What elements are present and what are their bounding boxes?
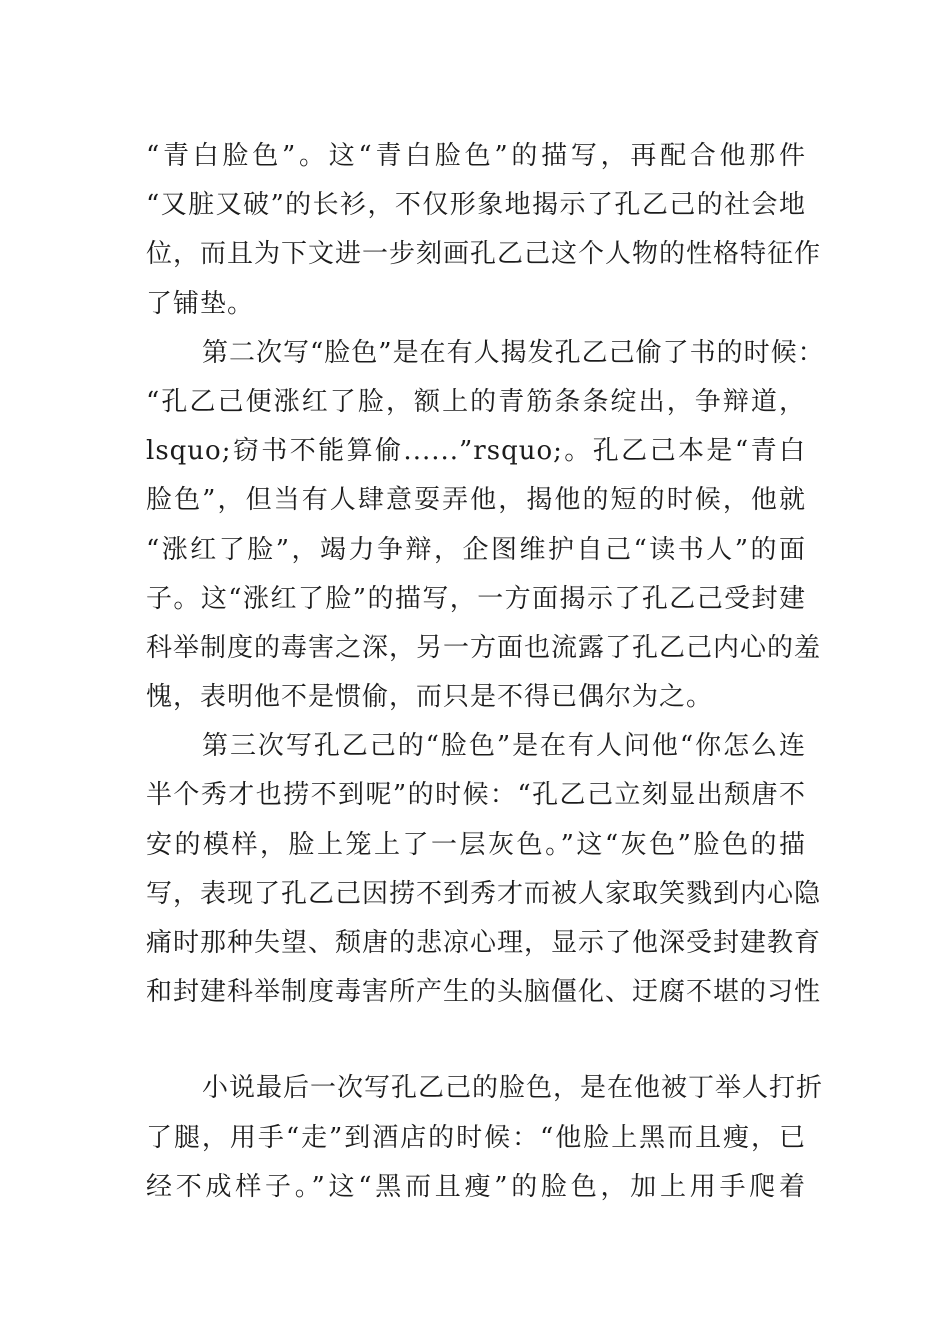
text-line: 半个秀才也捞不到呢”的时候：“孔乙己立刻显出颓唐不 xyxy=(146,780,806,811)
text-line: 写，表现了孔乙己因捞不到秀才而被人家取笑戮到内心隐 xyxy=(146,878,822,909)
paragraph-2 xyxy=(146,329,825,723)
text-line: “又脏又破”的长衫，不仅形象地揭示了孔乙己的社会地 xyxy=(146,190,806,221)
body-text xyxy=(146,132,825,1212)
text-line: lsquo;窃书不能算偷......”rsquo;。孔乙己本是“青白 xyxy=(146,436,806,467)
text-line: 了铺垫。 xyxy=(146,288,255,319)
text-line: 痛时那种失望、颓唐的悲凉心理，显示了他深受封建教育 xyxy=(146,928,822,958)
text-line: “青白脸色”。这“青白脸色”的描写，再配合他那件 xyxy=(146,141,806,171)
text-line: 位，而且为下文进一步刻画孔乙己这个人物的性格特征作 xyxy=(146,239,822,270)
text-line: 第三次写孔乙己的“脸色”是在有人问他“你怎么连 xyxy=(202,731,806,762)
text-line: “孔乙己便涨红了脸，额上的青筋条条绽出，争辩道， xyxy=(146,386,806,417)
paragraph-gap xyxy=(146,1017,806,1064)
text-line: 经不成样子。”这“黑而且瘦”的脸色，加上用手爬着 xyxy=(146,1171,806,1202)
paragraph-4 xyxy=(146,1064,824,1212)
paragraph-3 xyxy=(146,722,822,1017)
text-line: 安的模样，脸上笼上了一层灰色。”这“灰色”脸色的描 xyxy=(146,829,806,860)
text-line: 第二次写“脸色”是在有人揭发孔乙己偷了书的时候： xyxy=(202,337,825,368)
text-line: 子。这“涨红了脸”的描写，一方面揭示了孔乙己受封建 xyxy=(146,583,806,614)
text-line: 脸色”，但当有人肆意耍弄他，揭他的短的时候，他就 xyxy=(146,485,806,516)
text-line: “涨红了脸”，竭力争辩，企图维护自己“读书人”的面 xyxy=(146,534,806,565)
text-line: 和封建科举制度毒害所产生的头脑僵化、迂腐不堪的习性 xyxy=(146,977,822,1008)
text-line: 小说最后一次写孔乙己的脸色，是在他被丁举人打折 xyxy=(202,1073,824,1104)
text-line: 愧，表明他不是惯偷，而只是不得已偶尔为之。 xyxy=(146,682,714,713)
text-line: 了腿，用手“走”到酒店的时候：“他脸上黑而且瘦，已 xyxy=(146,1122,806,1153)
paragraph-1 xyxy=(146,132,822,329)
text-line: 科举制度的毒害之深，另一方面也流露了孔乙己内心的羞 xyxy=(146,632,822,663)
